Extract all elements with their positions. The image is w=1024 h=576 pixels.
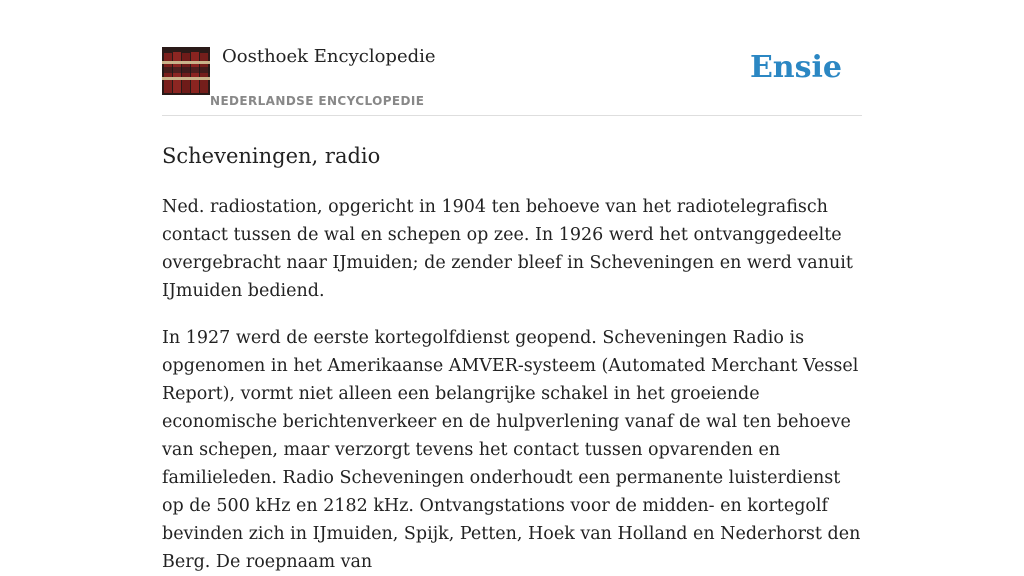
article-paragraph: In 1927 werd de eerste kortegolfdienst geopend. Scheveningen Radio is opgenomen in het Amerikaanse AMVER-systeem (Automated Merchant Vessel Report), vormt niet alleen een belangrijke schakel in het groeiende economische berichtenverkeer en de hulpverlening vanaf de wal ten behoeve van schepen, maar verzorgt tevens het contact tussen opvarenden en familieleden. Radio Scheveningen onderhoudt een permanente luisterdienst op de 500 kHz en 2182 kHz. Ontvangstations voor de midden- en kortegolf bevinden zich in IJmuiden, Spijk, Petten, Hoek van Holland en Nederhorst den Berg. De roepnaam van <box>162 328 861 572</box>
site-name-link[interactable]: Oosthoek Encyclopedie <box>222 46 436 67</box>
site-tagline: NEDERLANDSE ENCYCLOPEDIE <box>210 94 425 108</box>
ensie-logo-link[interactable]: Ensie <box>749 50 842 85</box>
encyclopedia-books-icon <box>162 47 210 95</box>
article-title: Scheveningen, radio <box>162 144 381 168</box>
article-paragraph: Ned. radiostation, opgericht in 1904 ten behoeve van het radiotelegrafisch contact tussen de wal en schepen op zee. In 1926 werd het ontvanggedeelte overgebracht naar IJmuiden; de zender bleef in Scheveningen en werd vanuit IJmuiden bediend. <box>162 197 853 301</box>
page <box>162 0 862 572</box>
avatar[interactable] <box>162 47 210 95</box>
site-header <box>162 0 862 116</box>
